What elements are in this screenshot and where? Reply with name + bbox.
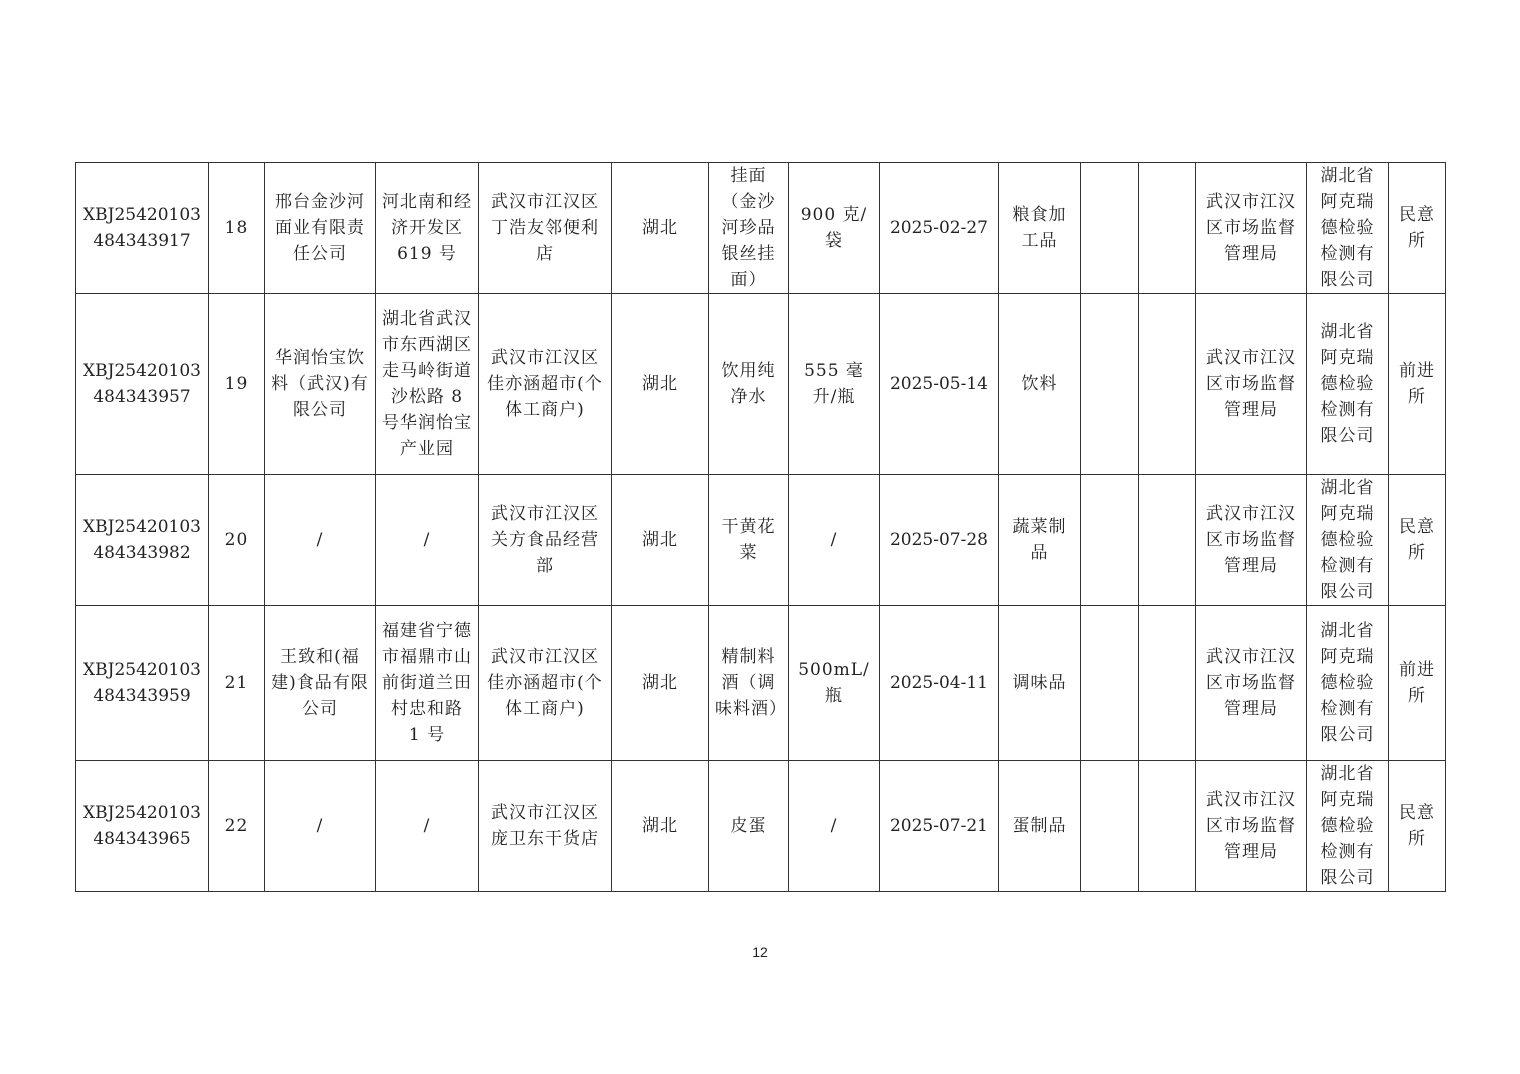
manufacturer-cell: 邢台金沙河面业有限责任公司 (265, 163, 376, 294)
manufacturer-cell: 王致和(福建)食品有限公司 (265, 606, 376, 761)
specification-cell: 555 毫升/瓶 (789, 294, 880, 475)
sampled-unit-cell: 武汉市江汉区关方食品经营部 (479, 475, 612, 606)
table-row (76, 294, 1446, 475)
table-row (76, 761, 1446, 892)
empty-cell (1139, 475, 1196, 606)
office-cell: 民意所 (1389, 163, 1446, 294)
empty-cell (1139, 163, 1196, 294)
food-category-cell: 粮食加工品 (999, 163, 1081, 294)
specification-cell: 500mL/瓶 (789, 606, 880, 761)
manufacturer-address-cell: 河北南和经济开发区 619 号 (376, 163, 479, 294)
food-category-cell: 蔬菜制品 (999, 475, 1081, 606)
testing-lab-cell: 湖北省阿克瑞德检验检测有限公司 (1307, 475, 1389, 606)
sample-id-cell: XBJ25420103 484343965 (76, 761, 209, 892)
sequence-cell: 20 (209, 475, 265, 606)
table-row (76, 163, 1446, 294)
task-source-cell: 武汉市江汉区市场监督管理局 (1196, 475, 1307, 606)
province-cell: 湖北 (612, 163, 709, 294)
empty-cell (1081, 294, 1139, 475)
office-cell: 前进所 (1389, 294, 1446, 475)
empty-cell (1139, 294, 1196, 475)
sequence-cell: 22 (209, 761, 265, 892)
production-date-cell: 2025-07-28 (880, 475, 999, 606)
testing-lab-cell: 湖北省阿克瑞德检验检测有限公司 (1307, 163, 1389, 294)
empty-cell (1081, 606, 1139, 761)
task-source-cell: 武汉市江汉区市场监督管理局 (1196, 606, 1307, 761)
province-cell: 湖北 (612, 475, 709, 606)
province-cell: 湖北 (612, 761, 709, 892)
production-date-cell: 2025-04-11 (880, 606, 999, 761)
sequence-cell: 18 (209, 163, 265, 294)
sampled-unit-cell: 武汉市江汉区庞卫东干货店 (479, 761, 612, 892)
production-date-cell: 2025-02-27 (880, 163, 999, 294)
office-cell: 前进所 (1389, 606, 1446, 761)
sampled-unit-cell: 武汉市江汉区丁浩友邻便利店 (479, 163, 612, 294)
manufacturer-address-cell: 福建省宁德市福鼎市山前街道兰田村忠和路 1 号 (376, 606, 479, 761)
testing-lab-cell: 湖北省阿克瑞德检验检测有限公司 (1307, 606, 1389, 761)
empty-cell (1139, 761, 1196, 892)
province-cell: 湖北 (612, 606, 709, 761)
manufacturer-address-cell: / (376, 761, 479, 892)
sampled-unit-cell: 武汉市江汉区佳亦涵超市(个体工商户) (479, 606, 612, 761)
empty-cell (1139, 606, 1196, 761)
province-cell: 湖北 (612, 294, 709, 475)
manufacturer-address-cell: / (376, 475, 479, 606)
testing-lab-cell: 湖北省阿克瑞德检验检测有限公司 (1307, 294, 1389, 475)
table-row (76, 475, 1446, 606)
manufacturer-address-cell: 湖北省武汉市东西湖区走马岭街道沙松路 8 号华润怡宝产业园 (376, 294, 479, 475)
food-category-cell: 调味品 (999, 606, 1081, 761)
specification-cell: / (789, 761, 880, 892)
empty-cell (1081, 163, 1139, 294)
specification-cell: 900 克/袋 (789, 163, 880, 294)
production-date-cell: 2025-07-21 (880, 761, 999, 892)
product-name-cell: 精制料酒（调味料酒） (709, 606, 789, 761)
production-date-cell: 2025-05-14 (880, 294, 999, 475)
empty-cell (1081, 475, 1139, 606)
task-source-cell: 武汉市江汉区市场监督管理局 (1196, 294, 1307, 475)
task-source-cell: 武汉市江汉区市场监督管理局 (1196, 761, 1307, 892)
manufacturer-cell: 华润怡宝饮料（武汉)有限公司 (265, 294, 376, 475)
sequence-cell: 21 (209, 606, 265, 761)
table-row (76, 606, 1446, 761)
task-source-cell: 武汉市江汉区市场监督管理局 (1196, 163, 1307, 294)
sequence-cell: 19 (209, 294, 265, 475)
testing-lab-cell: 湖北省阿克瑞德检验检测有限公司 (1307, 761, 1389, 892)
office-cell: 民意所 (1389, 475, 1446, 606)
empty-cell (1081, 761, 1139, 892)
sample-id-cell: XBJ25420103 484343957 (76, 294, 209, 475)
sample-id-cell: XBJ25420103 484343959 (76, 606, 209, 761)
manufacturer-cell: / (265, 475, 376, 606)
specification-cell: / (789, 475, 880, 606)
product-name-cell: 饮用纯净水 (709, 294, 789, 475)
sample-id-cell: XBJ25420103 484343917 (76, 163, 209, 294)
sampled-unit-cell: 武汉市江汉区佳亦涵超市(个体工商户) (479, 294, 612, 475)
food-category-cell: 蛋制品 (999, 761, 1081, 892)
product-name-cell: 皮蛋 (709, 761, 789, 892)
sampling-results-table (75, 162, 1446, 892)
product-name-cell: 干黄花菜 (709, 475, 789, 606)
product-name-cell: 挂面（金沙河珍品银丝挂面） (709, 163, 789, 294)
manufacturer-cell: / (265, 761, 376, 892)
office-cell: 民意所 (1389, 761, 1446, 892)
page-number: 12 (752, 944, 768, 960)
food-category-cell: 饮料 (999, 294, 1081, 475)
sample-id-cell: XBJ25420103 484343982 (76, 475, 209, 606)
